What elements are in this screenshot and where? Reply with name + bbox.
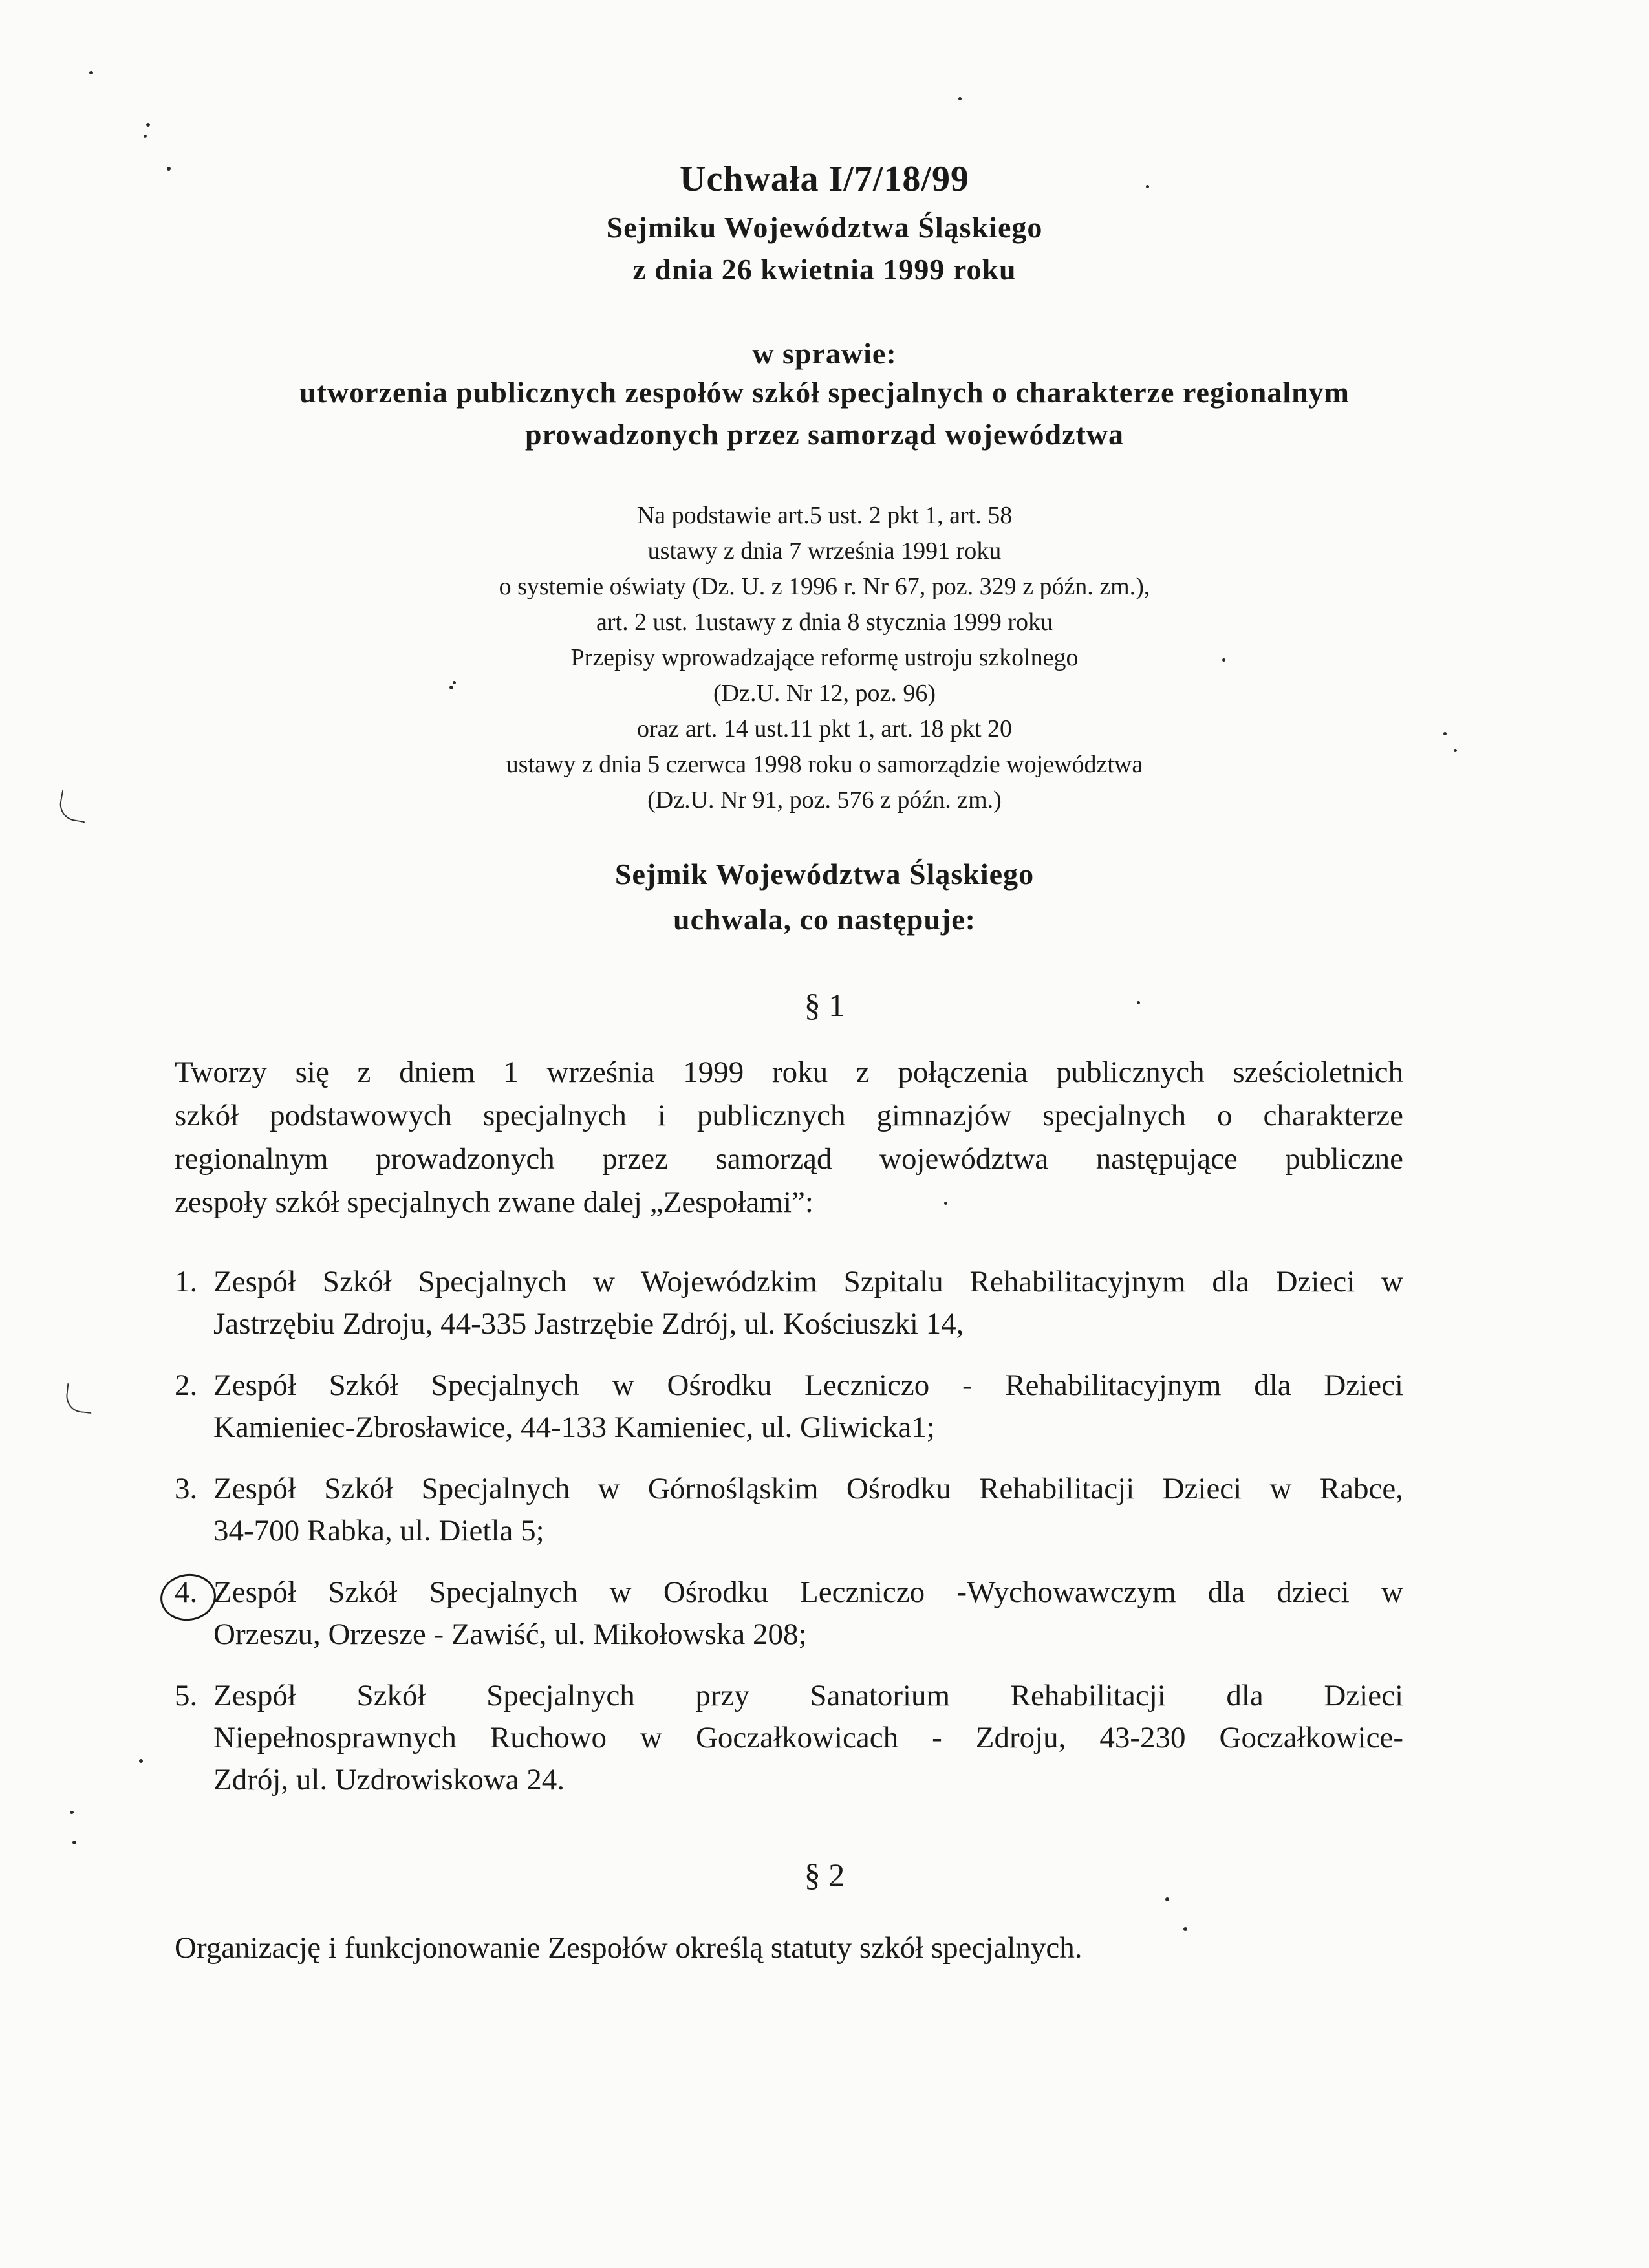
list-item-text	[213, 1675, 1403, 1801]
legal-basis-line: ustawy z dnia 5 czerwca 1998 roku o samorządzie województwa	[506, 751, 1143, 778]
section-2-heading: § 2	[804, 1857, 845, 1893]
legal-basis	[0, 498, 1649, 818]
section-1-heading: § 1	[804, 987, 845, 1023]
legal-basis-line: oraz art. 14 ust.11 pkt 1, art. 18 pkt 20	[636, 715, 1013, 742]
resolution-issuer: Sejmiku Województwa Śląskiego	[606, 211, 1043, 244]
scan-mark	[65, 1383, 94, 1414]
list-item-number: 4.	[175, 1575, 198, 1609]
section-2-text: Organizację i funkcjonowanie Zespołów określą statuty szkół specjalnych.	[175, 1931, 1083, 1965]
legal-basis-line: art. 2 ust. 1ustawy z dnia 8 stycznia 1999 roku	[596, 609, 1053, 636]
list-item-line: Niepełnosprawnych Ruchowo w Goczałkowicach - Zdroju, 43-230 Goczałkowice-	[213, 1721, 1403, 1755]
scan-speck	[72, 1841, 76, 1844]
list-item-number: 5.	[175, 1679, 198, 1712]
list-item-line: Kamieniec-Zbrosławice, 44-133 Kamieniec, ul. Gliwicka1;	[213, 1410, 935, 1444]
scan-speck	[89, 71, 93, 74]
list-item-number: 3.	[175, 1472, 198, 1506]
list-item-line: Zespół Szkół Specjalnych w Górnośląskim Ośrodku Rehabilitacji Dzieci w Rabce,	[213, 1472, 1403, 1506]
list-item-text	[213, 1365, 1403, 1449]
intro-line: zespoły szkół specjalnych zwane dalej „Zespołami”:	[175, 1185, 814, 1219]
resolving-body: Sejmik Województwa Śląskiego	[614, 858, 1035, 891]
scan-speck	[70, 1811, 74, 1814]
list-item-number: 2.	[175, 1368, 198, 1402]
subject-line-1: utworzenia publicznych zespołów szkół specjalnych o charakterze regionalnym	[299, 376, 1350, 409]
subject-line-2: prowadzonych przez samorząd województwa	[524, 418, 1125, 451]
section-1-intro	[175, 1051, 1403, 1224]
intro-line: Tworzy się z dniem 1 września 1999 roku z połączenia publicznych sześcioletnich	[175, 1055, 1403, 1089]
resolving-formula: uchwala, co następuje:	[673, 903, 976, 936]
intro-line: regionalnym prowadzonych przez samorząd województwa następujące publiczne	[175, 1142, 1403, 1176]
list-item-text	[213, 1571, 1403, 1656]
list-item-line: Jastrzębiu Zdroju, 44-335 Jastrzębie Zdrój, ul. Kościuszki 14,	[213, 1307, 964, 1341]
legal-basis-line: Przepisy wprowadzające reformę ustroju szkolnego	[570, 644, 1079, 671]
subject-label: w sprawie:	[752, 337, 897, 370]
scan-speck	[958, 97, 962, 100]
list-item-line: Orzeszu, Orzesze - Zawiść, ul. Mikołowska 208;	[213, 1617, 807, 1651]
scan-speck	[139, 1759, 143, 1763]
scan-speck	[1183, 1927, 1187, 1931]
list-item-text	[213, 1468, 1403, 1552]
list-item-text	[213, 1261, 1403, 1345]
legal-basis-line: (Dz.U. Nr 12, poz. 96)	[713, 680, 936, 707]
resolution-date: z dnia 26 kwietnia 1999 roku	[632, 253, 1017, 286]
list-item-number: 1.	[175, 1265, 198, 1299]
list-item-line: Zespół Szkół Specjalnych przy Sanatorium Rehabilitacji dla Dzieci	[213, 1679, 1403, 1712]
legal-basis-line: o systemie oświaty (Dz. U. z 1996 r. Nr 67, poz. 329 z późn. zm.),	[499, 573, 1150, 600]
list-item-line: Zdrój, ul. Uzdrowiskowa 24.	[213, 1763, 565, 1797]
legal-basis-line: (Dz.U. Nr 91, poz. 576 z późn. zm.)	[647, 786, 1002, 814]
legal-basis-line: ustawy z dnia 7 września 1991 roku	[647, 537, 1002, 565]
list-item-line: 34-700 Rabka, ul. Dietla 5;	[213, 1514, 544, 1548]
scan-speck	[144, 135, 147, 138]
scan-speck	[146, 123, 150, 127]
intro-line: szkół podstawowych specjalnych i publicznych gimnazjów specjalnych o charakterze	[175, 1099, 1403, 1132]
resolution-title: Uchwała I/7/18/99	[680, 159, 969, 199]
list-item-line: Zespół Szkół Specjalnych w Ośrodku Leczniczo -Wychowawczym dla dzieci w	[213, 1575, 1403, 1609]
scan-speck	[1165, 1897, 1169, 1901]
legal-basis-line: Na podstawie art.5 ust. 2 pkt 1, art. 58	[636, 502, 1013, 529]
list-item-line: Zespół Szkół Specjalnych w Ośrodku Leczniczo - Rehabilitacyjnym dla Dzieci	[213, 1368, 1403, 1402]
list-item-line: Zespół Szkół Specjalnych w Wojewódzkim Szpitalu Rehabilitacyjnym dla Dzieci w	[213, 1265, 1403, 1299]
